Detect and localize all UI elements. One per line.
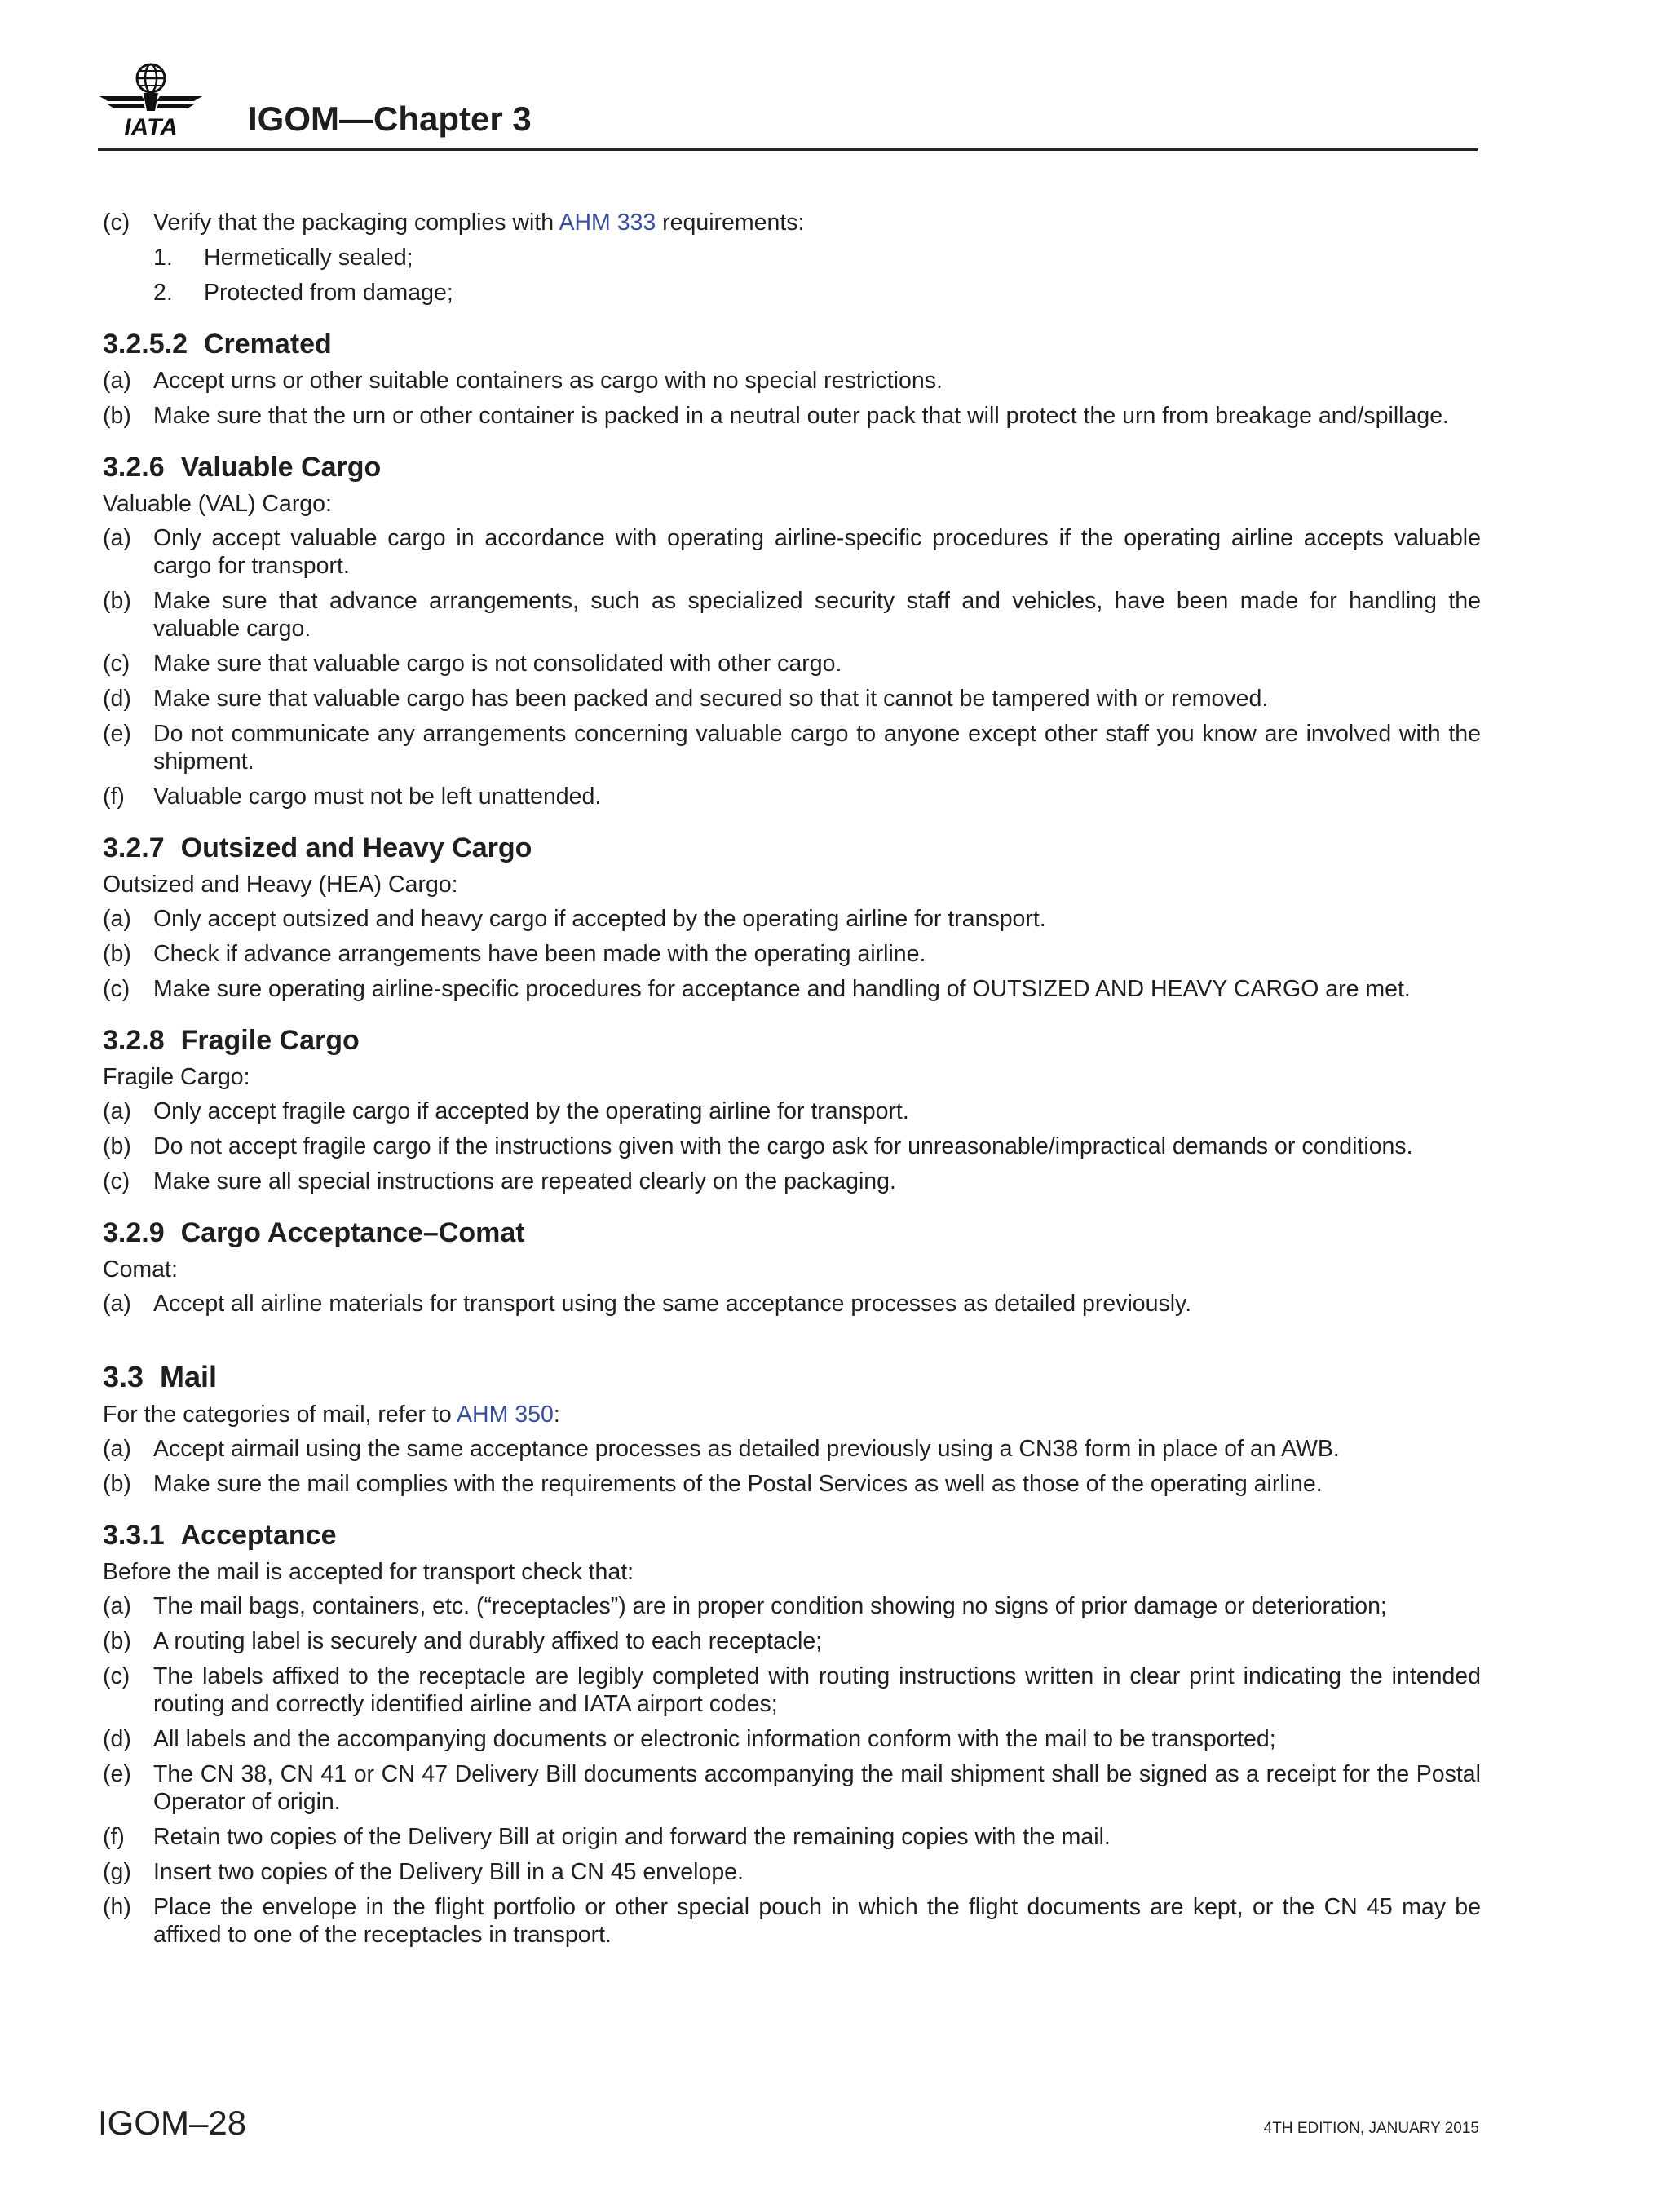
- item-label: (c): [103, 210, 130, 236]
- item-label: (a): [103, 1098, 131, 1124]
- list-item: [103, 650, 1481, 678]
- list-item: [103, 1290, 1481, 1318]
- list-item: [103, 402, 1481, 430]
- section-title: Outsized and Heavy Cargo: [180, 832, 532, 863]
- item-label: (c): [103, 651, 130, 677]
- section-heading-326: [103, 451, 1481, 483]
- item-text: Accept airmail using the same acceptance processes as detailed previously using a CN38 form in place of an AWB.: [153, 1436, 1340, 1462]
- section-intro: Comat:: [103, 1256, 178, 1283]
- item-label: (c): [103, 976, 130, 1002]
- item-label: (c): [103, 1168, 130, 1194]
- item-label: (b): [103, 1133, 131, 1159]
- section-heading-3252: [103, 328, 1481, 360]
- item-text: Accept all airline materials for transport using the same acceptance processes as detailed previously.: [153, 1291, 1192, 1317]
- list-item: [103, 524, 1481, 580]
- intro-text: :: [553, 1402, 560, 1428]
- list-item: [103, 685, 1481, 713]
- item-label: (a): [103, 368, 131, 394]
- section-intro: Fragile Cargo:: [103, 1064, 250, 1090]
- section-intro: Before the mail is accepted for transport check that:: [103, 1559, 634, 1585]
- sub-item-number: 1.: [153, 245, 173, 271]
- list-item: [103, 1592, 1481, 1620]
- list-item: [103, 209, 1481, 236]
- sub-item-number: 2.: [153, 280, 173, 306]
- item-text: Verify that the packaging complies with: [153, 210, 559, 236]
- list-item: [103, 1823, 1481, 1851]
- item-label: (b): [103, 1471, 131, 1497]
- section-number: 3.2.7: [103, 832, 165, 863]
- sub-list-item: [103, 244, 1481, 272]
- intro-text: For the categories of mail, refer to: [103, 1402, 457, 1428]
- item-text: Place the envelope in the flight portfolio or other special pouch in which the flight documents are kept, or the CN 45 may be affixed to one of the receptacles in transport.: [153, 1894, 1481, 1948]
- item-text: Insert two copies of the Delivery Bill in a CN 45 envelope.: [153, 1859, 744, 1885]
- item-label: (a): [103, 525, 131, 551]
- page-content: [103, 209, 1481, 1956]
- section-number: 3.2.6: [103, 452, 165, 483]
- list-item: [103, 1435, 1481, 1463]
- item-label: (h): [103, 1894, 131, 1920]
- item-text: Only accept valuable cargo in accordance with operating airline-specific procedures if the operating airline accepts valuable cargo for transport.: [153, 525, 1481, 579]
- item-text: Make sure that valuable cargo is not consolidated with other cargo.: [153, 651, 842, 677]
- iata-logo-icon: [98, 60, 204, 139]
- list-item: [103, 367, 1481, 395]
- list-item: [103, 1662, 1481, 1718]
- section-title: Acceptance: [180, 1520, 337, 1551]
- section-title: Cremated: [203, 329, 332, 360]
- section-heading-328: [103, 1024, 1481, 1057]
- list-item: [103, 1725, 1481, 1753]
- list-item: [103, 1168, 1481, 1195]
- sub-item-text: Hermetically sealed;: [204, 245, 413, 271]
- section-intro: [103, 1401, 1481, 1428]
- item-label: (d): [103, 686, 131, 712]
- section-number: 3.2.8: [103, 1025, 165, 1056]
- item-text: Make sure that the urn or other container is packed in a neutral outer pack that will protect the urn from breakage and/spillage.: [153, 403, 1449, 429]
- item-text: The CN 38, CN 41 or CN 47 Delivery Bill documents accompanying the mail shipment shall be signed as a receipt for the Postal Operator of origin.: [153, 1761, 1481, 1815]
- section-heading-33: [103, 1360, 1481, 1394]
- section-title: Cargo Acceptance–Comat: [180, 1217, 525, 1248]
- item-text: The mail bags, containers, etc. (“receptacles”) are in proper condition showing no signs of prior damage or deterioration;: [153, 1593, 1387, 1619]
- item-label: (b): [103, 403, 131, 429]
- item-text: Make sure operating airline-specific procedures for acceptance and handling of OUTSIZED AND HEAVY CARGO are met.: [153, 976, 1411, 1002]
- item-label: (a): [103, 906, 131, 932]
- section-number: 3.3.1: [103, 1520, 165, 1551]
- list-item: [103, 905, 1481, 933]
- page-number: IGOM–28: [98, 2104, 247, 2142]
- item-label: (b): [103, 941, 131, 967]
- item-text: The labels affixed to the receptacle are legibly completed with routing instructions written in clear print indicating the intended routing and correctly identified airline and IATA airport codes;: [153, 1663, 1481, 1717]
- list-item: [103, 1627, 1481, 1655]
- list-item: [103, 587, 1481, 642]
- item-text: Do not communicate any arrangements concerning valuable cargo to anyone except other staff you know are involved with the shipment.: [153, 721, 1481, 775]
- section-heading-331: [103, 1519, 1481, 1552]
- item-text: Make sure that valuable cargo has been packed and secured so that it cannot be tampered with or removed.: [153, 686, 1269, 712]
- edition-label: 4TH EDITION, JANUARY 2015: [1263, 2120, 1479, 2137]
- item-text: A routing label is securely and durably affixed to each receptacle;: [153, 1628, 823, 1654]
- chapter-title: IGOM—Chapter 3: [248, 99, 532, 138]
- list-item: [103, 940, 1481, 968]
- page-header: [98, 57, 1478, 151]
- sub-item-text: Protected from damage;: [204, 280, 453, 306]
- section-title: Mail: [160, 1360, 218, 1393]
- item-text: Valuable cargo must not be left unattended.: [153, 784, 602, 810]
- item-text: requirements:: [656, 210, 805, 236]
- item-text: Only accept fragile cargo if accepted by the operating airline for transport.: [153, 1098, 909, 1124]
- list-item: [103, 1470, 1481, 1498]
- item-text: Do not accept fragile cargo if the instructions given with the cargo ask for unreasonable/impractical demands or conditions.: [153, 1133, 1413, 1159]
- section-number: 3.3: [103, 1360, 144, 1393]
- item-text: Only accept outsized and heavy cargo if accepted by the operating airline for transport.: [153, 906, 1046, 932]
- item-label: (c): [103, 1663, 130, 1689]
- item-label: (b): [103, 1628, 131, 1654]
- section-title: Valuable Cargo: [180, 452, 382, 483]
- item-text: Make sure all special instructions are repeated clearly on the packaging.: [153, 1168, 896, 1194]
- item-text: Retain two copies of the Delivery Bill at origin and forward the remaining copies with the mail.: [153, 1824, 1111, 1850]
- section-intro: Valuable (VAL) Cargo:: [103, 491, 332, 517]
- item-text: Make sure the mail complies with the requirements of the Postal Services as well as those of the operating airline.: [153, 1471, 1323, 1497]
- section-number: 3.2.5.2: [103, 329, 188, 360]
- section-heading-327: [103, 832, 1481, 864]
- section-heading-329: [103, 1216, 1481, 1249]
- item-label: (g): [103, 1859, 131, 1885]
- item-text: Check if advance arrangements have been made with the operating airline.: [153, 941, 926, 967]
- item-label: (f): [103, 1824, 125, 1850]
- item-label: (e): [103, 721, 131, 747]
- item-label: (e): [103, 1761, 131, 1787]
- list-item: [103, 1132, 1481, 1160]
- list-item: [103, 783, 1481, 810]
- ahm-350-link[interactable]: AHM 350: [457, 1402, 554, 1428]
- list-item: [103, 1097, 1481, 1125]
- section-number: 3.2.9: [103, 1217, 165, 1248]
- ahm-333-link[interactable]: AHM 333: [559, 210, 656, 236]
- item-label: (b): [103, 588, 131, 614]
- item-text: Make sure that advance arrangements, such as specialized security staff and vehicles, have been made for handling the valuable cargo.: [153, 588, 1481, 642]
- list-item: [103, 1760, 1481, 1816]
- svg-text:IATA: IATA: [124, 114, 178, 139]
- section-title: Fragile Cargo: [180, 1025, 360, 1056]
- item-label: (a): [103, 1593, 131, 1619]
- list-item: [103, 720, 1481, 775]
- section-intro: Outsized and Heavy (HEA) Cargo:: [103, 872, 458, 898]
- item-label: (d): [103, 1726, 131, 1752]
- item-label: (f): [103, 784, 125, 810]
- list-item: [103, 1893, 1481, 1949]
- sub-list-item: [103, 279, 1481, 307]
- item-label: (a): [103, 1291, 131, 1317]
- list-item: [103, 1858, 1481, 1886]
- list-item: [103, 975, 1481, 1003]
- item-label: (a): [103, 1436, 131, 1462]
- item-text: All labels and the accompanying documents or electronic information conform with the mail to be transported;: [153, 1726, 1276, 1752]
- item-text: Accept urns or other suitable containers as cargo with no special restrictions.: [153, 368, 943, 394]
